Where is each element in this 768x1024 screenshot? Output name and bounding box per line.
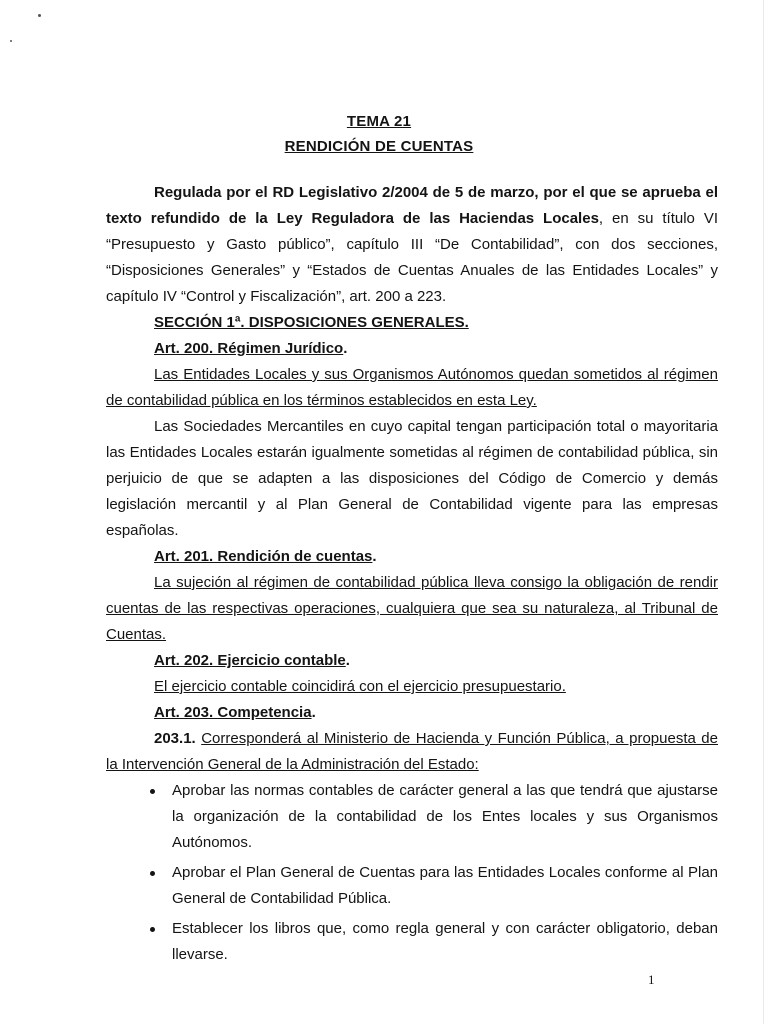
art201-heading-end: . [372, 548, 377, 565]
list-item [106, 860, 718, 912]
section-heading: SECCIÓN 1ª. DISPOSICIONES GENERALES. [154, 314, 469, 331]
list-item [106, 778, 718, 856]
art203-bullet-list [106, 778, 718, 968]
art201-paragraph-1 [106, 570, 718, 648]
art201-p1-text: La sujeción al régimen de contabilidad pública lleva consigo la obligación de rendir cuentas de las respectivas operaciones, cualquiera que sea su naturaleza, al Tribunal de Cuentas. [106, 574, 718, 643]
page-number: 1 [648, 972, 655, 987]
bullet-icon [150, 871, 155, 876]
art200-heading-end: . [343, 340, 348, 357]
art201-heading [106, 544, 718, 570]
list-item [106, 916, 718, 968]
art200-paragraph-2: Las Sociedades Mercantiles en cuyo capital tengan participación total o mayoritaria las Entidades Locales estarán igualmente sometidas al régimen de contabilidad pública, sin perjuicio de que se adapten a las disposiciones del Código de Comercio y demás legislación mercantil y al Plan General de Contabilidad vigente para las empresas españolas. [106, 418, 718, 539]
list-item-text: Aprobar el Plan General de Cuentas para las Entidades Locales conforme al Plan General de Contabilidad Pública. [172, 864, 718, 907]
art203-heading [106, 700, 718, 726]
intro-bold: Regulada por el RD Legislativo 2/2004 de 5 de marzo, por el que se aprueba el texto refundido de la Ley Reguladora de las Haciendas Locales [106, 184, 718, 227]
art201-heading-text: Art. 201. Rendición de cuentas [154, 548, 373, 565]
document-body [106, 180, 718, 968]
art200-paragraph-1 [106, 362, 718, 414]
list-item-text: Aprobar las normas contables de carácter general a las que tendrá que ajustarse la organización de la contabilidad de los Entes locales y sus Organismos Autónomos. [172, 782, 718, 851]
scan-speck [38, 14, 41, 17]
topic-number: TEMA 21 [346, 113, 412, 130]
art200-heading-text: Art. 200. Régimen Jurídico [154, 340, 344, 357]
bullet-icon [150, 789, 155, 794]
art202-paragraph-1 [106, 674, 718, 700]
art202-p1-text: El ejercicio contable coincidirá con el ejercicio presupuestario. [154, 678, 566, 695]
art203-heading-text: Art. 203. Competencia [154, 704, 312, 721]
list-item-text: Establecer los libros que, como regla general y con carácter obligatorio, deban llevarse. [172, 920, 718, 963]
page-title: RENDICIÓN DE CUENTAS [284, 138, 474, 155]
intro-paragraph [106, 180, 718, 310]
intro-rest: , en su título VI “Presupuesto y Gasto público”, capítulo III “De Contabilidad”, con dos secciones, “Disposiciones Generales” y “Estados de Cuentas Anuales de las Entidades Locales” y capítulo IV “Control y Fiscalización”, art. 200 a 223. [106, 210, 718, 305]
art203-lead-paragraph [106, 726, 718, 778]
scan-edge [763, 0, 764, 1024]
art203-heading-end: . [311, 704, 316, 721]
art203-lead-number: 203.1. [154, 730, 196, 747]
art203-lead-text: Corresponderá al Ministerio de Hacienda y Función Pública, a propuesta de la Intervención General de la Administración del Estado: [106, 730, 718, 773]
art202-heading-end: . [345, 652, 350, 669]
art202-heading-text: Art. 202. Ejercicio contable [154, 652, 346, 669]
art202-heading [106, 648, 718, 674]
art200-p1-text: Las Entidades Locales y sus Organismos Autónomos quedan sometidos al régimen de contabilidad pública en los términos establecidos en esta Ley. [106, 366, 718, 409]
scan-speck [10, 40, 12, 42]
bullet-icon [150, 927, 155, 932]
art200-heading [106, 336, 718, 362]
